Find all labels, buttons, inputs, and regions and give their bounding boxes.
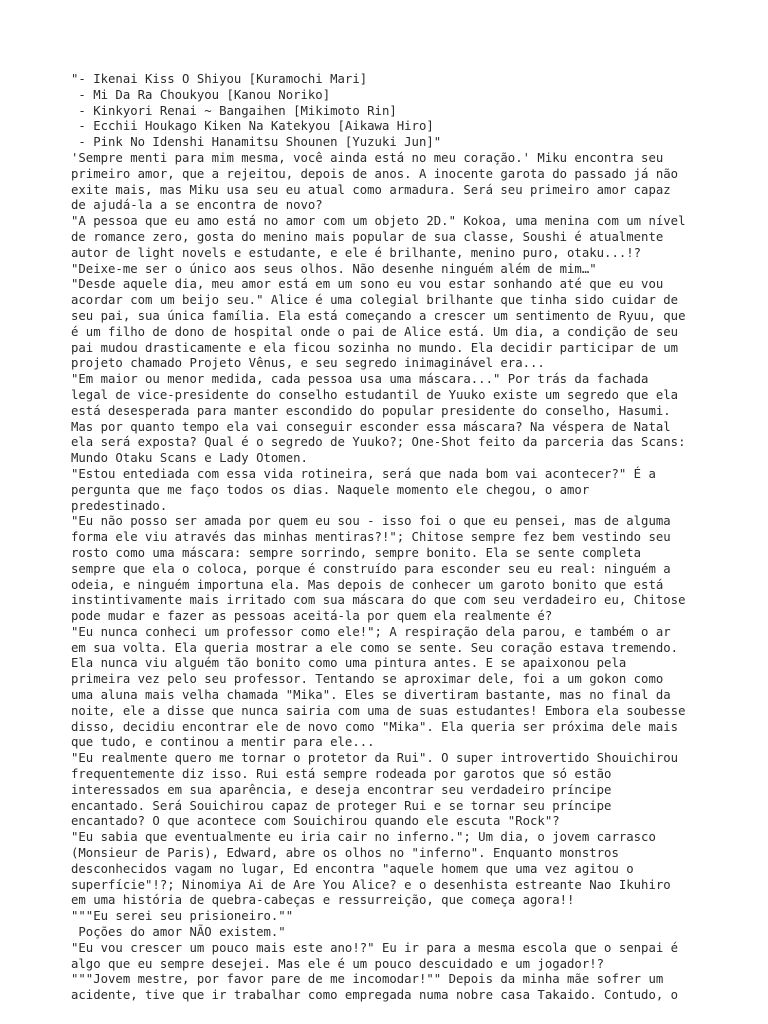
text-line: "Eu não posso ser amada por quem eu sou - isso foi o que eu pensei, mas de alguma [71,514,671,529]
text-line: exite mais, mas Miku usa seu eu atual como armadura. Será seu primeiro amor capaz [71,182,671,197]
text-line: sempre que ela o coloca, porque é construído para esconder seu eu real: ninguém a [71,561,671,576]
text-line: frequentemente diz isso. Rui está sempre rodeada por garotos que só estão [71,767,612,782]
text-line: - Mi Da Ra Choukyou [Kanou Noriko] [71,87,331,102]
text-line: "- Ikenai Kiss O Shiyou [Kuramochi Mari] [71,72,368,86]
text-line: primeira vez pelo seu professor. Tentando se aproximar dele, foi a um gokon como [71,672,664,687]
text-line: "Desde aquele dia, meu amor está em um sono eu vou estar sonhando até que eu vou [71,277,664,292]
text-line: instintivamente mais irritado com sua máscara do que com seu verdadeiro eu, Chitose [71,593,686,608]
text-line: em sua volta. Ela queria mostrar a ele como se sente. Seu coração estava tremendo. [71,640,679,655]
text-line: legal de vice-presidente do conselho estudantil de Yuuko existe um segredo que ela [71,387,679,402]
text-line: é um filho de dono de hospital onde o pai de Alice está. Um dia, a condição de seu [71,324,679,339]
text-line: projeto chamado Projeto Vênus, e seu segredo inimaginável era... [71,356,545,371]
text-line: "A pessoa que eu amo está no amor com um objeto 2D." Kokoa, uma menina com um nível [71,214,686,229]
text-line: "Eu vou crescer um pouco mais este ano!?" Eu ir para a mesma escola que o senpai é [71,940,679,955]
text-line: ela será exposta? Qual é o segredo de Yuuko?; One-Shot feito da parceria das Scans: [71,435,686,450]
text-line: - Pink No Idenshi Hanamitsu Shounen [Yuzuki Jun]" [71,135,442,150]
text-line: encantado? O que acontece com Souichirou quando ele escuta "Rock"? [71,814,560,829]
text-line: noite, ele a disse que nunca sairia com uma de suas estudantes! Embora ela soubesse [71,703,686,718]
text-line: que tudo, e continou a mentir para ele... [71,735,375,750]
text-line: está desesperada para manter escondido do popular presidente do conselho, Hasumi. [71,403,671,418]
text-line: Mundo Otaku Scans e Lady Otomen. [71,451,308,466]
text-line: uma aluna mais velha chamada "Mika". Eles se divertiram bastante, mas no final da [71,688,671,703]
text-line: predestinado. [71,498,168,513]
text-line: de romance zero, gosta do menino mais popular de sua classe, Soushi é atualmente [71,229,664,244]
text-line: interessados em sua aparência, e deseja encontrar seu verdadeiro príncipe [71,782,612,797]
text-line: (Monsieur de Paris), Edward, abre os olhos no "inferno". Enquanto monstros [71,846,619,861]
text-line: odeia, e ninguém importuna ela. Mas depois de conhecer um garoto bonito que está [71,577,664,592]
text-line: "Em maior ou menor medida, cada pessoa usa uma máscara..." Por trás da fachada [71,372,649,387]
text-line: primeiro amor, que a rejeitou, depois de anos. A inocente garota do passado já não [71,166,679,181]
text-line: desconhecidos vagam no lugar, Ed encontra "aquele homem que uma vez agitou o [71,861,634,876]
text-line: encantado. Será Souichirou capaz de proteger Rui e se tornar seu príncipe [71,798,612,813]
text-line: de ajudá-la a se encontra de novo? [71,198,323,213]
text-line: pode mudar e fazer as pessoas aceitá-la por quem ela realmente é? [71,609,553,624]
text-line: rosto como uma máscara: sempre sorrindo, sempre bonito. Ela se sente completa [71,545,642,560]
text-line: pai mudou drasticamente e ela ficou sozinha no mundo. Ela decidir participar de um [71,340,679,355]
text-line: autor de light novels e estudante, e ele é brilhante, menino puro, otaku...!? [71,245,642,260]
text-line: Ela nunca viu alguém tão bonito como uma pintura antes. E se apaixonou pela [71,656,627,671]
text-line: "Eu realmente quero me tornar o protetor da Rui". O super introvertido Shouichirou [71,751,679,766]
text-line: pergunta que me faço todos os dias. Naquele momento ele chegou, o amor [71,482,590,497]
text-line: superfície"!?; Ninomiya Ai de Are You Alice? e o desenhista estreante Nao Ikuhiro [71,877,671,892]
text-line: "Estou entediada com essa vida rotineira, será que nada bom vai acontecer?" É a [71,466,656,481]
text-line: - Ecchii Houkago Kiken Na Katekyou [Aikawa Hiro] [71,119,434,134]
text-line: "Eu nunca conheci um professor como ele!"; A respiração dela parou, e também o ar [71,624,671,639]
text-line: Mas por quanto tempo ela vai conseguir esconder essa máscara? Na véspera de Natal [71,419,671,434]
text-line: "Deixe-me ser o único aos seus olhos. Não desenhe ninguém além de mim…" [71,261,597,276]
text-line: """Jovem mestre, por favor pare de me incomodar!"" Depois da minha mãe sofrer um [71,972,664,987]
text-line: Poções do amor NÃO existem." [71,925,286,940]
text-line: 'Sempre menti para mim mesma, você ainda está no meu coração.' Miku encontra seu [71,150,664,165]
text-line: seu pai, sua única família. Ela está começando a crescer um sentimento de Ryuu, que [71,308,686,323]
text-line: "Eu sabia que eventualmente eu iria cair no inferno."; Um dia, o jovem carrasco [71,830,656,845]
text-line: acidente, tive que ir trabalhar como empregada numa nobre casa Takaido. Contudo, o [71,988,679,1003]
text-line: """Eu serei seu prisioneiro."" [71,909,294,924]
text-line: disso, decidiu encontrar ele de novo como "Mika". Ela queria ser próxima dele mais [71,719,679,734]
text-line: acordar com um beijo seu." Alice é uma colegial brilhante que tinha sido cuidar de [71,293,679,308]
text-line: forma ele viu através das minhas mentiras?!"; Chitose sempre fez bem vestindo seu [71,530,671,545]
document-page [71,72,699,1004]
text-line: em uma história de quebra-cabeças e ressurreição, que começa agora!! [71,893,575,908]
text-line: - Kinkyori Renai ~ Bangaihen [Mikimoto Rin] [71,103,397,118]
text-line: algo que eu sempre desejei. Mas ele é um pouco descuidado e um jogador!? [71,956,605,971]
